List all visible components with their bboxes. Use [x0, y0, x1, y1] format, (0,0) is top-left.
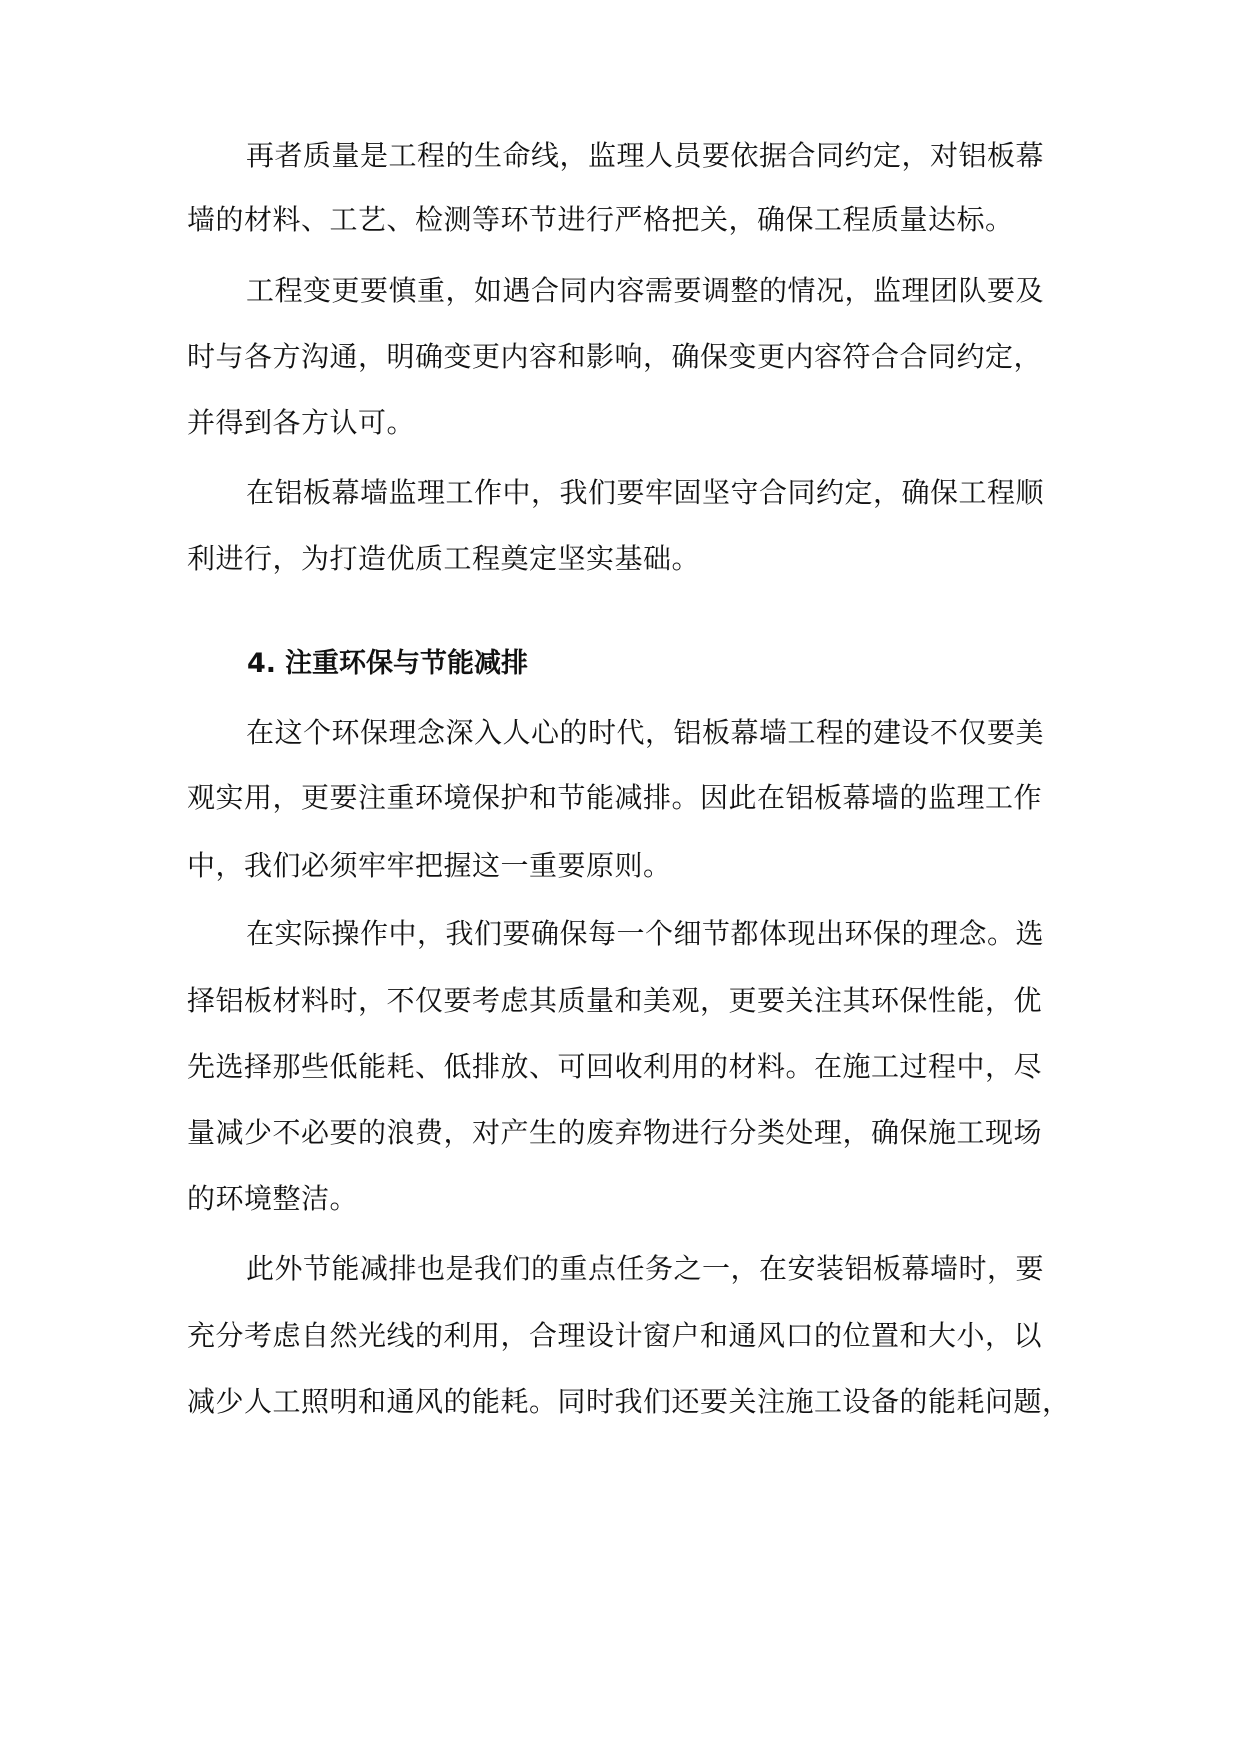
paragraph-line: 中，我们必须牢牢把握这一重要原则。 — [187, 849, 672, 882]
paragraph-line: 在铝板幕墙监理工作中，我们要牢固坚守合同约定，确保工程顺 — [246, 476, 1045, 509]
paragraph-line: 的环境整洁。 — [187, 1182, 359, 1215]
section-heading — [247, 644, 528, 684]
paragraph-line: 在实际操作中，我们要确保每一个细节都体现出环保的理念。选 — [246, 917, 1045, 950]
paragraph-line: 此外节能减排也是我们的重点任务之一，在安装铝板幕墙时，要 — [246, 1252, 1045, 1285]
paragraph-line: 在这个环保理念深入人心的时代，铝板幕墙工程的建设不仅要美 — [246, 716, 1045, 749]
section-title: 注重环保与节能减排 — [285, 648, 528, 679]
paragraph-line: 工程变更要慎重，如遇合同内容需要调整的情况，监理团队要及 — [246, 274, 1045, 307]
paragraph-line: 先选择那些低能耗、低排放、可回收利用的材料。在施工过程中，尽 — [187, 1050, 1043, 1083]
paragraph-line: 并得到各方认可。 — [187, 406, 416, 439]
paragraph-line: 时与各方沟通，明确变更内容和影响，确保变更内容符合合同约定， — [187, 340, 1043, 373]
paragraph-line: 择铝板材料时，不仅要考虑其质量和美观，更要关注其环保性能，优 — [187, 984, 1043, 1017]
paragraph-line: 量减少不必要的浪费，对产生的废弃物进行分类处理，确保施工现场 — [187, 1116, 1043, 1149]
section-number: 4. — [247, 648, 277, 679]
paragraph-line: 墙的材料、工艺、检测等环节进行严格把关，确保工程质量达标。 — [187, 203, 1014, 236]
paragraph-line: 减少人工照明和通风的能耗。同时我们还要关注施工设备的能耗问题， — [187, 1385, 1071, 1418]
paragraph-line: 再者质量是工程的生命线，监理人员要依据合同约定，对铝板幕 — [246, 139, 1045, 172]
paragraph-line: 充分考虑自然光线的利用，合理设计窗户和通风口的位置和大小，以 — [187, 1319, 1043, 1352]
paragraph-line: 观实用，更要注重环境保护和节能减排。因此在铝板幕墙的监理工作 — [187, 781, 1043, 814]
paragraph-line: 利进行，为打造优质工程奠定坚实基础。 — [187, 542, 701, 575]
